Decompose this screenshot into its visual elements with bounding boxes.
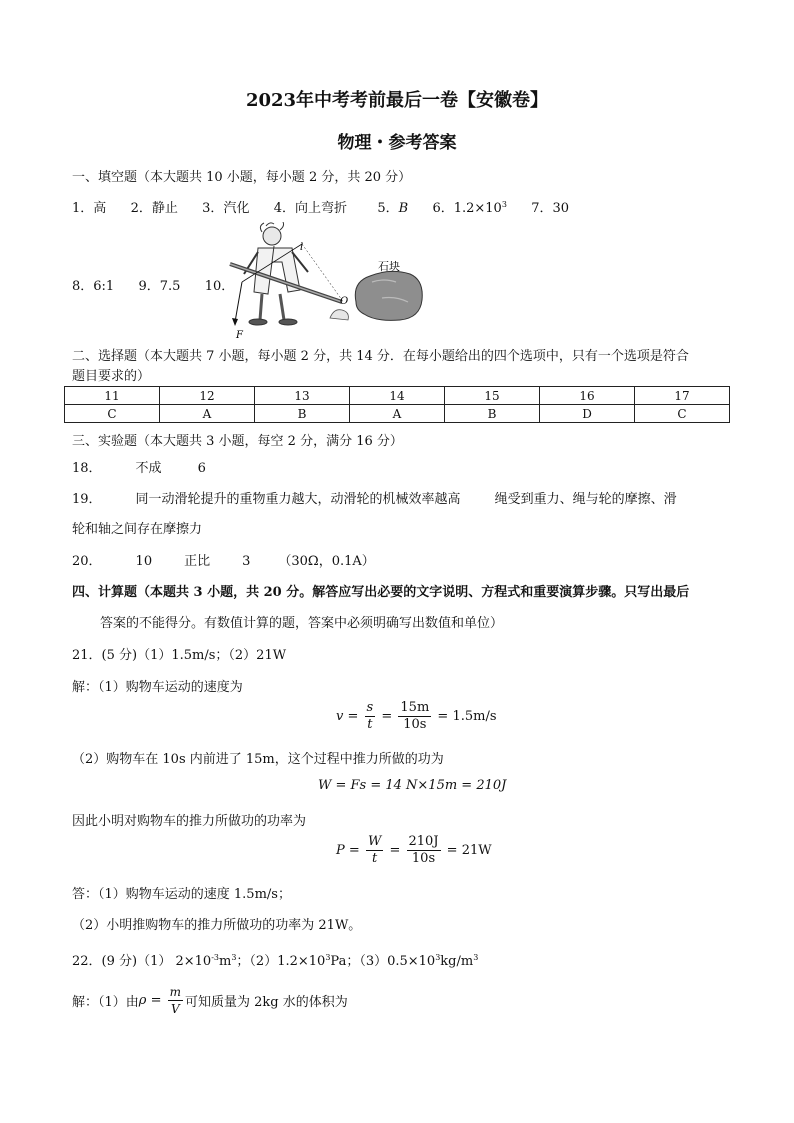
q8-num: 8． bbox=[72, 279, 94, 294]
q20-answer2: 正比 bbox=[184, 554, 211, 569]
q21-answer1: 答：（1）购物车运动的速度 1.5m/s； bbox=[72, 887, 291, 902]
q22-head-a: 22．(9 分)（1） 2×10 bbox=[72, 954, 212, 969]
eq3-den2: 10s bbox=[411, 851, 436, 866]
q1-num: 1． bbox=[72, 201, 94, 216]
big-stone bbox=[355, 271, 422, 320]
q21-equation-velocity: v = $\frac{s}{t}$ = $\frac{15m}{10s}$ = 1.5m/s bbox=[336, 700, 497, 732]
page-subtitle: 物理・参考答案 bbox=[337, 133, 457, 153]
table-cell-q13: 13 bbox=[255, 387, 350, 405]
section1-row1 bbox=[72, 197, 569, 216]
eq1-num: s bbox=[366, 700, 374, 715]
table-cell-q11: 11 bbox=[65, 387, 160, 405]
q18-answer1: 不成 bbox=[135, 461, 162, 476]
q22-sol-b: 可知质量为 2kg 水的体积为 bbox=[185, 995, 348, 1010]
q9-answer: 7.5 bbox=[159, 279, 181, 294]
eq1-lhs: v bbox=[336, 709, 344, 724]
page-title: 2023年中考考前最后一卷【安徽卷】 bbox=[245, 90, 549, 111]
q22-head-sup3: 3 bbox=[325, 953, 331, 962]
q21-solution-intro: 解：（1）购物车运动的速度为 bbox=[72, 680, 243, 695]
q22-num: m bbox=[169, 985, 181, 999]
q22-head-sup2: 3 bbox=[231, 953, 237, 962]
q5-num: 5． bbox=[377, 201, 399, 216]
q22-head-d: Pa；（3）0.5×10 bbox=[330, 954, 436, 969]
q6-answer: 1.2×10 bbox=[453, 201, 502, 216]
q18-num: 18． bbox=[72, 461, 102, 476]
eq1-den: t bbox=[367, 717, 373, 732]
q20-line bbox=[72, 550, 375, 569]
q6-num: 6． bbox=[432, 201, 454, 216]
q22-head-c: ；（2）1.2×10 bbox=[236, 954, 326, 969]
q22-head-sup5: 3 bbox=[473, 953, 479, 962]
q19-line bbox=[72, 488, 677, 507]
q5-answer: B bbox=[398, 201, 409, 216]
lever-figure bbox=[222, 222, 432, 340]
q21-equation-power: P = $\frac{W}{t}$ = $\frac{210J}{10s}$ = 21W bbox=[336, 834, 492, 866]
q6-answer-exp: 3 bbox=[501, 200, 507, 209]
q22-head-sup1: -3 bbox=[211, 953, 219, 962]
q8-answer: 6:1 bbox=[93, 279, 115, 294]
section2-header-line1: 二、选择题（本大题共 7 小题，每小题 2 分，共 14 分．在每小题给出的四个选项中，只有一个选项是符合 bbox=[72, 349, 689, 364]
q19-answer2: 绳受到重力、绳与轮的摩擦、滑 bbox=[494, 492, 677, 507]
eq3-num2: 210J bbox=[408, 834, 439, 849]
q21-answer2: （2）小明推购物车的推力所做功的功率为 21W。 bbox=[72, 918, 362, 933]
q21-equation-work: W = Fs = 14 N×15m = 210J bbox=[318, 778, 507, 793]
q4-answer: 向上弯折 bbox=[295, 201, 348, 216]
section2-header-line2: 题目要求的） bbox=[72, 369, 151, 384]
choice-answer-table bbox=[64, 386, 730, 423]
section4-header-line2: 答案的不能得分。有数值计算的题，答案中必须明确写出数值和单位） bbox=[100, 616, 504, 631]
q3-num: 3． bbox=[202, 201, 224, 216]
section1-header: 一、填空题（本大题共 10 小题，每小题 2 分，共 20 分） bbox=[72, 170, 412, 185]
eq3-den: t bbox=[372, 851, 378, 866]
table-cell-a14: A bbox=[350, 405, 445, 423]
eq1-result: 1.5m/s bbox=[452, 709, 497, 724]
table-cell-a11: C bbox=[65, 405, 160, 423]
q4-num: 4． bbox=[273, 201, 296, 216]
table-row-questions bbox=[65, 387, 730, 405]
force-arrow bbox=[235, 282, 242, 322]
q22-rho: ρ bbox=[138, 993, 147, 1008]
q7-num: 7． bbox=[531, 201, 553, 216]
eq3-num: W bbox=[367, 834, 382, 849]
q21-head: 21．(5 分)（1）1.5m/s；（2）21W bbox=[72, 648, 287, 663]
table-cell-q16: 16 bbox=[540, 387, 635, 405]
eq1-num2: 15m bbox=[400, 700, 430, 715]
q21-step3: 因此小明对购物车的推力所做功的功率为 bbox=[72, 814, 307, 829]
q20-num: 20． bbox=[72, 554, 102, 569]
table-cell-q17: 17 bbox=[635, 387, 730, 405]
q22-head-e: kg/m bbox=[440, 954, 474, 969]
section4-header-line1: 四、计算题（本题共 3 小题，共 20 分。解答应写出必要的文字说明、方程式和重要演算步骤。只写出最后 bbox=[72, 585, 690, 600]
q22-solution-intro: 解：（1）由ρ = $\frac{m}{V}$ 可知质量为 2kg 水的体积为 bbox=[72, 985, 348, 1016]
table-cell-a16: D bbox=[540, 405, 635, 423]
eq1-den2: 10s bbox=[403, 717, 427, 732]
q2-num: 2． bbox=[130, 201, 152, 216]
q18-line bbox=[72, 457, 206, 476]
q21-step2: （2）购物车在 10s 内前进了 15m，这个过程中推力所做的功为 bbox=[72, 752, 444, 767]
section3-header: 三、实验题（本大题共 3 小题，每空 2 分，满分 16 分） bbox=[72, 434, 403, 449]
eq3-fraction-numeric bbox=[407, 834, 441, 867]
q9-num: 9． bbox=[138, 279, 160, 294]
table-row-answers bbox=[65, 405, 730, 423]
q3-answer: 汽化 bbox=[223, 201, 250, 216]
fulcrum-stone bbox=[330, 310, 348, 320]
q20-answer1: 10 bbox=[135, 554, 153, 569]
q22-fraction bbox=[168, 984, 183, 1017]
q22-head-b: m bbox=[219, 954, 232, 969]
eq3-fraction-symbolic bbox=[366, 834, 383, 867]
table-cell-a13: B bbox=[255, 405, 350, 423]
eq3-lhs: P bbox=[336, 843, 345, 858]
q10-num: 10． bbox=[204, 279, 235, 294]
table-cell-q12: 12 bbox=[160, 387, 255, 405]
q7-answer: 30 bbox=[552, 201, 570, 216]
table-cell-q14: 14 bbox=[350, 387, 445, 405]
q2-answer: 静止 bbox=[151, 201, 178, 216]
q22-head-sup4: 3 bbox=[435, 953, 441, 962]
q22-den: V bbox=[170, 1002, 180, 1016]
q1-answer: 高 bbox=[93, 201, 107, 216]
q18-answer2: 6 bbox=[197, 461, 206, 476]
eq1-fraction-symbolic bbox=[365, 700, 376, 733]
q22-sol-a: 解：（1）由 bbox=[72, 995, 139, 1010]
section1-row2 bbox=[72, 275, 234, 294]
q19-num: 19． bbox=[72, 492, 102, 507]
label-l: l bbox=[300, 242, 304, 253]
q20-answer3: 3 bbox=[242, 554, 251, 569]
stone-label: 石块 bbox=[378, 260, 400, 273]
q19-answer2-cont: 轮和轴之间存在摩擦力 bbox=[72, 522, 203, 537]
label-o: O bbox=[340, 296, 349, 307]
table-cell-a17: C bbox=[635, 405, 730, 423]
table-cell-q15: 15 bbox=[445, 387, 540, 405]
table-cell-a12: A bbox=[160, 405, 255, 423]
table-cell-a15: B bbox=[445, 405, 540, 423]
q20-answer4: （30Ω，0.1A） bbox=[278, 554, 375, 569]
eq1-fraction-numeric bbox=[398, 700, 431, 733]
label-f: F bbox=[236, 330, 243, 340]
q22-head bbox=[72, 950, 478, 969]
q19-answer1: 同一动滑轮提升的重物重力越大，动滑轮的机械效率越高 bbox=[135, 492, 461, 507]
eq3-result: 21W bbox=[461, 843, 492, 858]
